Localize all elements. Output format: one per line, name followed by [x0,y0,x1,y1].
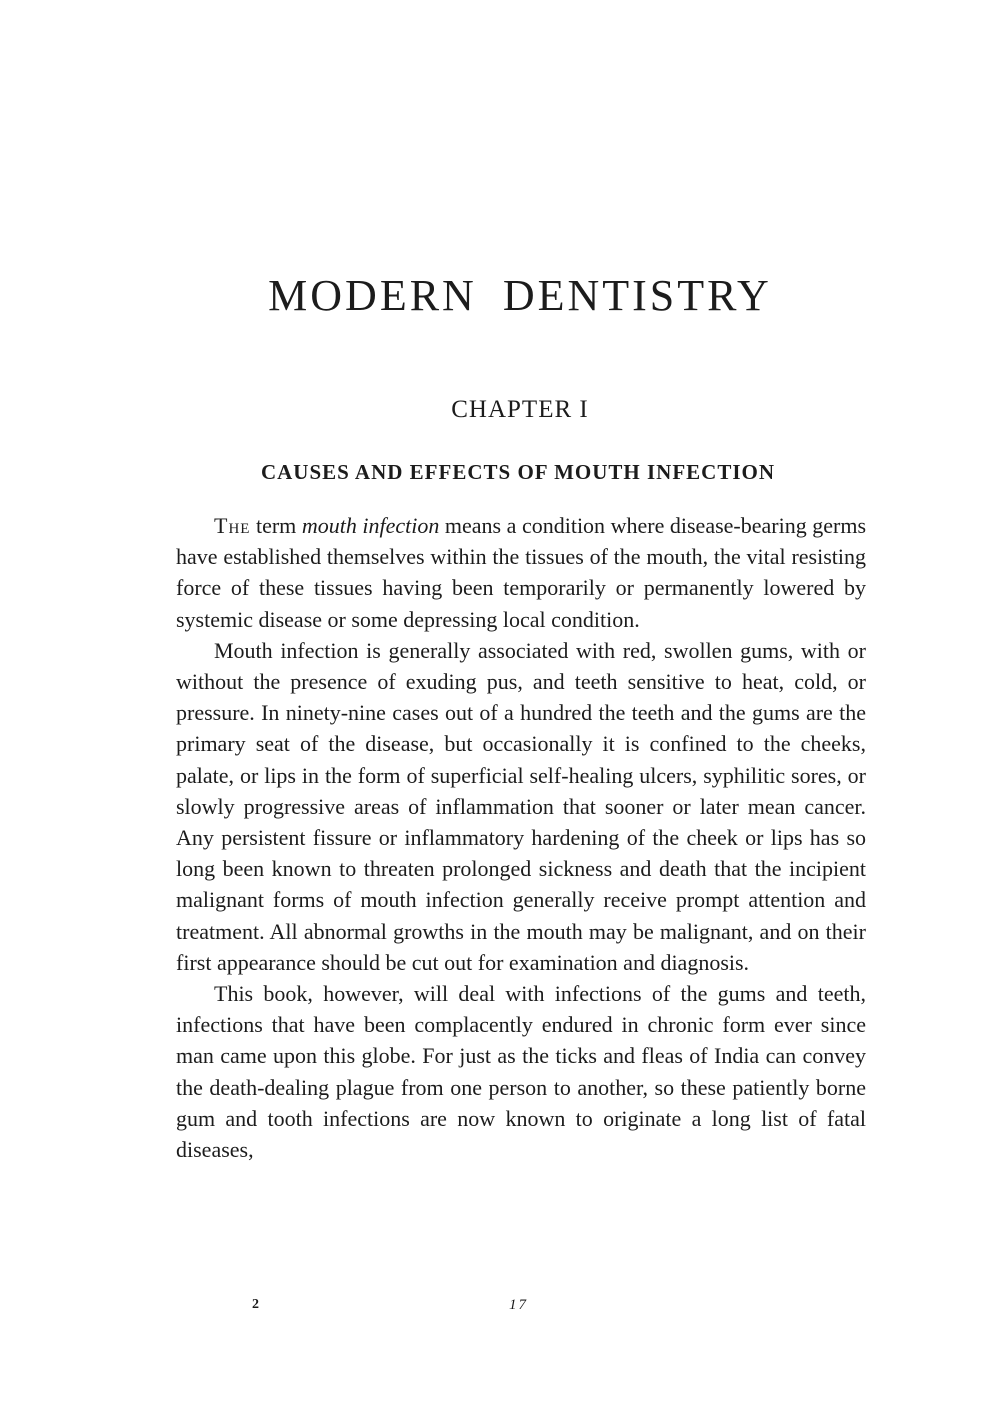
paragraph-1-before-term: term [250,513,302,538]
paragraph-1-term: mouth infection [301,513,440,538]
chapter-heading: CHAPTER I [451,396,589,423]
paragraph-lead-word: The [214,513,251,538]
body-text [176,510,866,1165]
page-number: 17 [509,1297,528,1313]
chapter-title: CAUSES AND EFFECTS OF MOUTH INFECTION [260,460,776,484]
paragraph-1-rest: means a condition where disease-bearing germs have established themselves within the tissues of the mouth, the vital resisting force of these tissues having been temporarily or permanently lowered by systemic disease or some depressing local condition. [176,513,867,632]
paragraph-1 [176,510,866,635]
signature-mark: 2 [252,1297,259,1312]
paragraph-2: Mouth infection is generally associated with red, swollen gums, with or without the presence of exuding pus, and teeth sensitive to heat, cold, or pressure. In ninety-nine cases out of a hundred the teeth and the gums are the primary seat of the disease, but occasionally it is confined to the cheeks, palate, or lips in the form of superficial self-healing ulcers, syphilitic sores, or slowly progressive areas of inflammation that sooner or later mean cancer. Any persistent fissure or inflammatory hardening of the cheek or lips has so long been known to threaten prolonged sickness and death that the incipient malignant forms of mouth infection generally receive prompt attention and treatment. All abnormal growths in the mouth may be malignant, and on their first appearance should be cut out for examination and diagnosis. [176,637,866,975]
book-title: MODERN DENTISTRY [268,271,772,320]
paragraph-3: This book, however, will deal with infections of the gums and teeth, infections that have been complacently endured in chronic form ever since man came upon this globe. For just as the ticks and fleas of India can convey the death-dealing plague from one person to another, so these patiently borne gum and tooth infections are now known to originate a long list of fatal diseases, [176,981,866,1163]
